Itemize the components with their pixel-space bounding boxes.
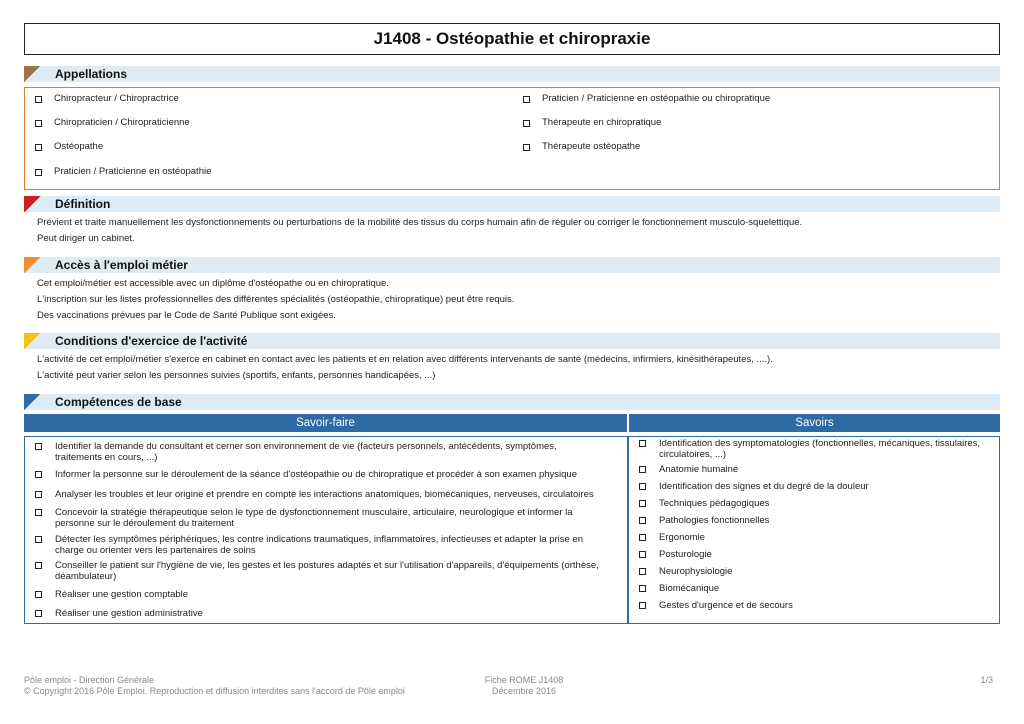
savoir-faire-item [35, 589, 595, 600]
savoirs-label: Posturologie [659, 549, 712, 560]
checkbox-icon [35, 471, 42, 478]
savoirs-label: Identification des signes et du degré de la douleur [659, 481, 869, 492]
savoirs-label: Ergonomie [659, 532, 705, 543]
checkbox-icon [35, 491, 42, 498]
checkbox-icon [35, 509, 42, 516]
footer-page-number: 1/3 [980, 675, 993, 685]
section-marker-icon [24, 394, 41, 410]
footer-fiche: Fiche ROME J1408 [484, 675, 564, 685]
appellation-item [523, 117, 661, 129]
section-title: Définition [55, 197, 111, 211]
checkbox-icon [35, 169, 42, 176]
appellation-item [35, 141, 103, 153]
section-marker-icon [24, 196, 41, 212]
appellation-item [35, 117, 190, 129]
definition-text: Peut diriger un cabinet. [37, 233, 135, 244]
savoir-faire-header: Savoir-faire [24, 414, 627, 432]
section-header-definition [24, 196, 1000, 212]
savoir-faire-item [35, 560, 610, 582]
appellation-label: Chiropracteur / Chiropractrice [54, 93, 179, 104]
appellation-label: Ostéopathe [54, 141, 104, 152]
checkbox-icon [523, 96, 530, 103]
section-header-acces [24, 257, 1000, 273]
savoirs-item [639, 464, 989, 475]
section-marker-icon [24, 333, 41, 349]
appellation-item [523, 93, 770, 105]
savoir-faire-label: Identifier la demande du consultant et cerner son environnement de vie (facteurs personnels, antécédents, symptômes, traitements en cours, ...) [55, 441, 557, 463]
section-title: Compétences de base [55, 395, 182, 409]
savoirs-label: Anatomie humaine [659, 464, 739, 475]
appellation-label: Praticien / Praticienne en ostéopathie ou chiropratique [542, 93, 771, 104]
checkbox-icon [639, 534, 646, 541]
checkbox-icon [523, 144, 530, 151]
appellation-item [523, 141, 640, 153]
section-header-conditions [24, 333, 1000, 349]
savoir-faire-item [35, 441, 595, 463]
checkbox-icon [35, 96, 42, 103]
footer-copyright: © Copyright 2016 Pôle Emploi. Reproduction et diffusion interdites sans l'accord de Pôle emploi [24, 686, 405, 696]
section-header-appellations [24, 66, 1000, 82]
savoirs-header: Savoirs [629, 414, 1000, 432]
savoirs-item [639, 498, 989, 509]
appellation-label: Thérapeute en chiropratique [542, 117, 662, 128]
savoirs-item [639, 515, 989, 526]
savoirs-item [639, 438, 989, 460]
checkbox-icon [35, 591, 42, 598]
savoir-faire-box [24, 436, 628, 624]
savoirs-item [639, 583, 989, 594]
checkbox-icon [35, 120, 42, 127]
savoirs-label: Pathologies fonctionnelles [659, 515, 770, 526]
section-title: Conditions d'exercice de l'activité [55, 334, 248, 348]
savoir-faire-item [35, 608, 595, 619]
page-title: J1408 - Ostéopathie et chiropraxie [24, 23, 1000, 55]
checkbox-icon [639, 483, 646, 490]
section-title: Appellations [55, 67, 128, 81]
savoir-faire-label: Concevoir la stratégie thérapeutique selon le type de dysfonctionnement musculaire, articulaire, neurologique et informer la personne sur le déroulement du traitement [55, 507, 573, 529]
savoir-faire-label: Informer la personne sur le déroulement de la séance d'ostéopathie ou de chiropratique et procéder à son examen physique [55, 469, 578, 480]
appellation-label: Thérapeute ostéopathe [542, 141, 641, 152]
checkbox-icon [639, 500, 646, 507]
savoir-faire-item [35, 469, 605, 480]
savoir-faire-label: Analyser les troubles et leur origine et prendre en compte les interactions anatomiques, biomécaniques, nerveuses, circulatoires [55, 489, 594, 500]
savoirs-label: Gestes d'urgence et de secours [659, 600, 793, 611]
conditions-text: L'activité de cet emploi/métier s'exerce en cabinet en contact avec les patients et en relation avec différents intervenants de santé (médecins, infirmiers, kinésithérapeutes, ....). [37, 354, 773, 365]
checkbox-icon [35, 562, 42, 569]
savoir-faire-label: Détecter les symptômes périphériques, les contre indications traumatiques, inflammatoires, infectieuses et adapter la prise en charge ou orienter vers les partenaires de soins [55, 534, 584, 556]
appellation-item [35, 166, 211, 178]
checkbox-icon [35, 443, 42, 450]
checkbox-icon [35, 536, 42, 543]
savoir-faire-label: Réaliser une gestion comptable [55, 589, 189, 600]
savoirs-label: Neurophysiologie [659, 566, 733, 577]
savoir-faire-item [35, 507, 595, 529]
checkbox-icon [639, 568, 646, 575]
footer-date: Décembre 2016 [491, 686, 557, 696]
section-marker-icon [24, 66, 41, 82]
checkbox-icon [523, 120, 530, 127]
savoirs-item [639, 566, 989, 577]
savoirs-label: Biomécanique [659, 583, 720, 594]
checkbox-icon [639, 440, 646, 447]
savoirs-label: Identification des symptomatologies (fonctionnelles, mécaniques, tissulaires, circulatoires, ...) [659, 438, 981, 460]
conditions-text: L'activité peut varier selon les personnes suivies (sportifs, enfants, personnes handicapées, ...) [37, 370, 436, 381]
definition-text: Prévient et traite manuellement les dysfonctionnements ou perturbations de la mobilité des tissus du corps humain afin de réguler ou corriger le fonctionnement musculo-squelettique. [37, 217, 803, 228]
footer-org: Pôle emploi - Direction Générale [24, 675, 155, 685]
savoirs-item [639, 549, 989, 560]
checkbox-icon [639, 466, 646, 473]
appellation-item [35, 93, 179, 105]
acces-text: Cet emploi/métier est accessible avec un diplôme d'ostéopathe ou en chiropratique. [37, 278, 389, 289]
checkbox-icon [35, 610, 42, 617]
savoir-faire-label: Conseiller le patient sur l'hygiène de vie, les gestes et les postures adaptés et sur l'utilisation d'appareils, d'équipements (orthèse, déambulateur) [55, 560, 599, 582]
appellations-box [24, 87, 1000, 190]
checkbox-icon [639, 517, 646, 524]
checkbox-icon [35, 144, 42, 151]
savoirs-item [639, 600, 989, 611]
savoir-faire-item [35, 489, 615, 500]
acces-text: Des vaccinations prévues par le Code de Santé Publique sont exigées. [37, 310, 336, 321]
savoir-faire-label: Réaliser une gestion administrative [55, 608, 203, 619]
appellation-label: Praticien / Praticienne en ostéopathie [54, 166, 212, 177]
checkbox-icon [639, 602, 646, 609]
section-title: Accès à l'emploi métier [55, 258, 188, 272]
section-marker-icon [24, 257, 41, 273]
checkbox-icon [639, 551, 646, 558]
checkbox-icon [639, 585, 646, 592]
savoirs-label: Techniques pédagogiques [659, 498, 770, 509]
savoirs-box [628, 436, 1000, 624]
section-header-competences [24, 394, 1000, 410]
savoirs-item [639, 481, 989, 492]
appellation-label: Chiropraticien / Chiropraticienne [54, 117, 190, 128]
savoir-faire-item [35, 534, 595, 556]
savoirs-item [639, 532, 989, 543]
acces-text: L'inscription sur les listes professionnelles des différentes spécialités (ostéopathie, chiropratique) peut être requis. [37, 294, 515, 305]
